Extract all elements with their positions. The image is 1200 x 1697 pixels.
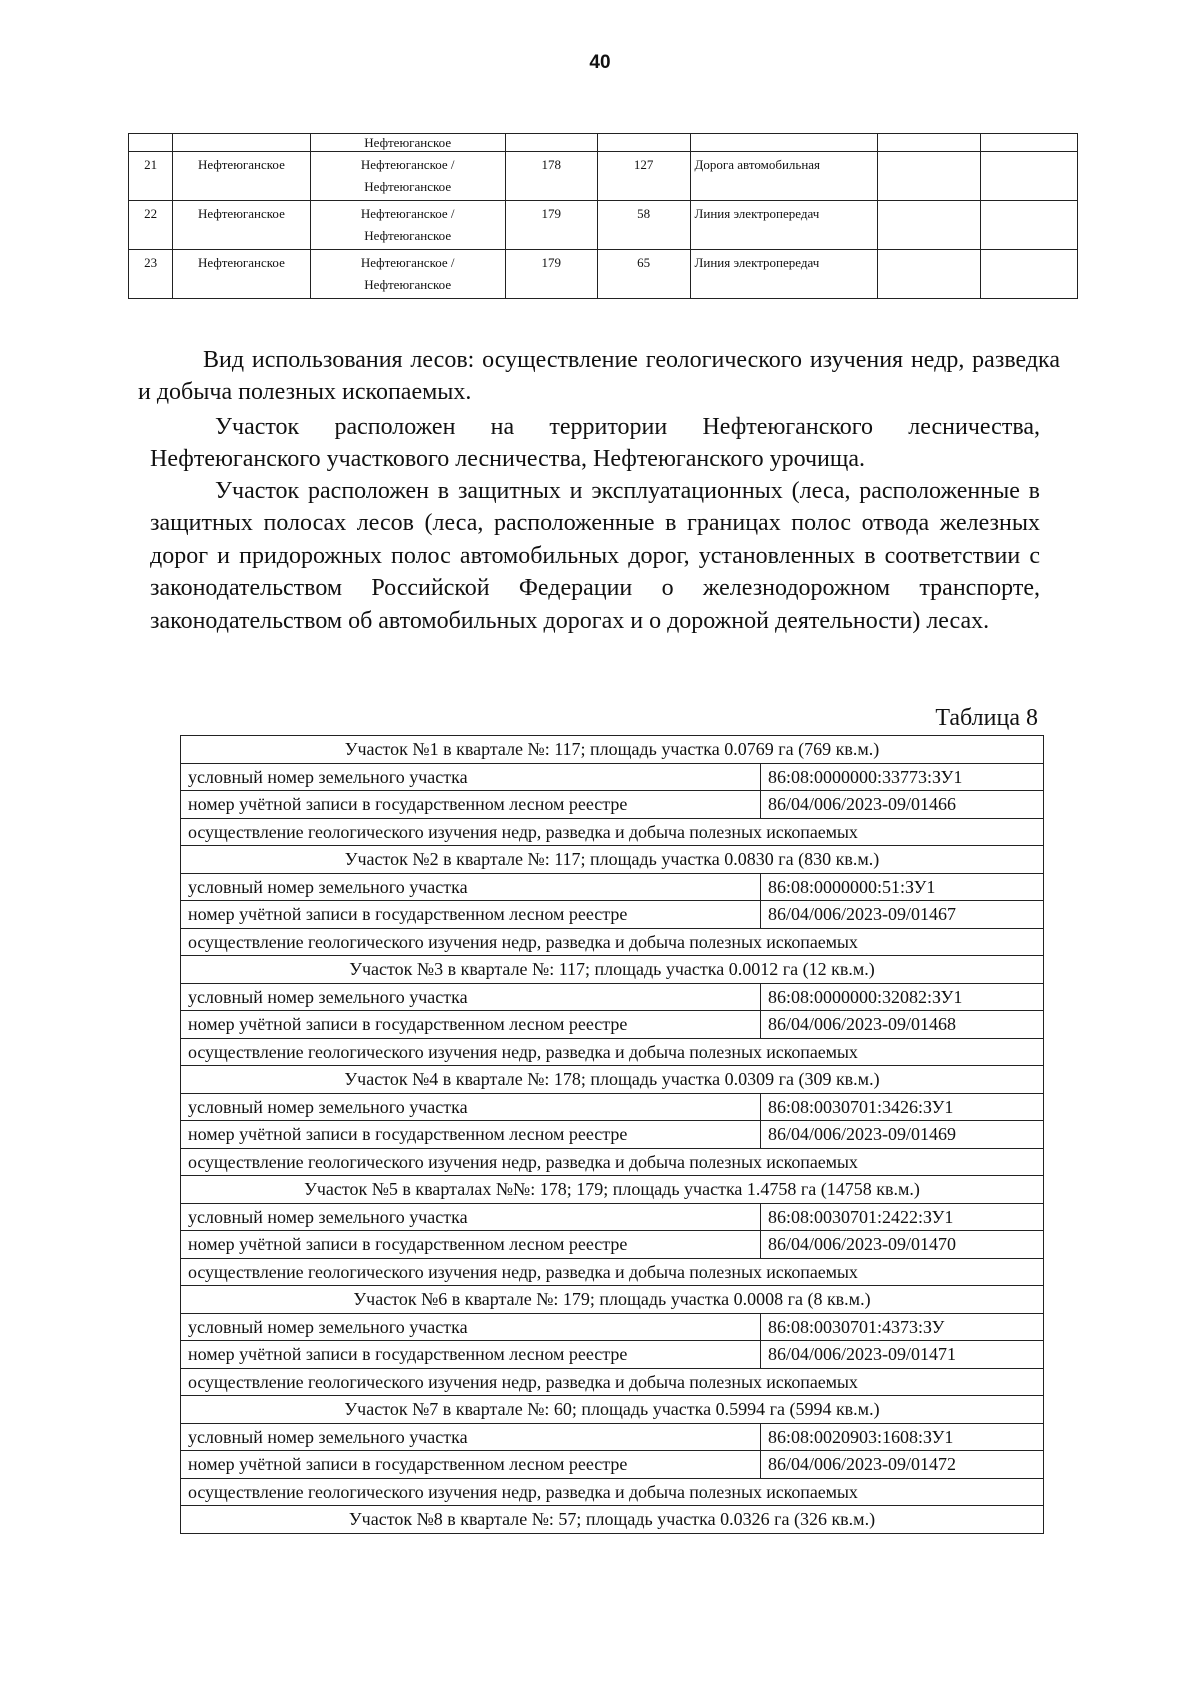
plot-header-row (181, 1066, 1044, 1094)
cadastral-value: 86:08:0030701:3426:ЗУ1 (761, 1093, 1044, 1121)
registry-value: 86/04/006/2023-09/01469 (761, 1121, 1044, 1149)
cadastral-value: 86:08:0030701:4373:ЗУ (761, 1313, 1044, 1341)
table-row (181, 791, 1044, 819)
table-row (181, 1313, 1044, 1341)
table-row (181, 1451, 1044, 1479)
cadastral-label: условный номер земельного участка (181, 1313, 761, 1341)
registry-value: 86/04/006/2023-09/01470 (761, 1231, 1044, 1259)
district-cell: Нефтеюганское / Нефтеюганское (310, 250, 505, 299)
table-row (181, 983, 1044, 1011)
table-row (181, 1148, 1044, 1176)
usage-value: осуществление геологического изучения недр, разведка и добыча полезных ископаемых (181, 1368, 1044, 1396)
forestry-cell: Нефтеюганское (173, 201, 310, 250)
quarter-cell: 179 (505, 201, 597, 250)
table-row (181, 1423, 1044, 1451)
usage-value: осуществление геологического изучения недр, разведка и добыча полезных ископаемых (181, 818, 1044, 846)
plot-cell: 58 (597, 201, 690, 250)
plot-header-row (181, 1286, 1044, 1314)
table-row (181, 1038, 1044, 1066)
plot-header-row (181, 956, 1044, 984)
table-row (181, 1011, 1044, 1039)
plot-header: Участок №3 в квартале №: 117; площадь участка 0.0012 га (12 кв.м.) (181, 956, 1044, 984)
object-cell: Линия электропередач (690, 201, 878, 250)
registry-value: 86/04/006/2023-09/01467 (761, 901, 1044, 929)
plot-header-row (181, 846, 1044, 874)
cadastral-label: условный номер земельного участка (181, 1203, 761, 1231)
table-row (181, 901, 1044, 929)
usage-value: осуществление геологического изучения недр, разведка и добыча полезных ископаемых (181, 928, 1044, 956)
plot-cell: 127 (597, 152, 690, 201)
paragraph-location: Участок расположен на территории Нефтеюганского лесничества, Нефтеюганского участкового лесничества, Нефтеюганского урочища. (150, 414, 1040, 473)
plot-header: Участок №2 в квартале №: 117; площадь участка 0.0830 га (830 кв.м.) (181, 846, 1044, 874)
registry-label: номер учётной записи в государственном лесном реестре (181, 901, 761, 929)
usage-value: осуществление геологического изучения недр, разведка и добыча полезных ископаемых (181, 1038, 1044, 1066)
registry-value: 86/04/006/2023-09/01466 (761, 791, 1044, 819)
table-row (181, 763, 1044, 791)
registry-label: номер учётной записи в государственном лесном реестре (181, 1341, 761, 1369)
table-row (181, 1121, 1044, 1149)
table-row (181, 1341, 1044, 1369)
row-number: 21 (129, 152, 173, 201)
registry-label: номер учётной записи в государственном лесном реестре (181, 1231, 761, 1259)
plot-header: Участок №6 в квартале №: 179; площадь участка 0.0008 га (8 кв.м.) (181, 1286, 1044, 1314)
table-row (181, 1368, 1044, 1396)
plots-table (180, 735, 1044, 1534)
forestry-cell: Нефтеюганское (173, 152, 310, 201)
cadastral-label: условный номер земельного участка (181, 763, 761, 791)
paragraph-usage: Вид использования лесов: осуществление геологического изучения недр, разведка и добыча полезных ископаемых. (138, 347, 1060, 406)
table-row (181, 1203, 1044, 1231)
plot-header: Участок №7 в квартале №: 60; площадь участка 0.5994 га (5994 кв.м.) (181, 1396, 1044, 1424)
forest-plots-table (128, 133, 1078, 299)
registry-value: 86/04/006/2023-09/01468 (761, 1011, 1044, 1039)
cadastral-label: условный номер земельного участка (181, 873, 761, 901)
table-row (181, 818, 1044, 846)
row-number: 22 (129, 201, 173, 250)
object-cell: Дорога автомобильная (690, 152, 878, 201)
plot-header: Участок №4 в квартале №: 178; площадь участка 0.0309 га (309 кв.м.) (181, 1066, 1044, 1094)
table-row (181, 928, 1044, 956)
plot-header: Участок №1 в квартале №: 117; площадь участка 0.0769 га (769 кв.м.) (181, 736, 1044, 764)
cadastral-value: 86:08:0030701:2422:ЗУ1 (761, 1203, 1044, 1231)
registry-label: номер учётной записи в государственном лесном реестре (181, 791, 761, 819)
cadastral-value: 86:08:0000000:32082:ЗУ1 (761, 983, 1044, 1011)
usage-value: осуществление геологического изучения недр, разведка и добыча полезных ископаемых (181, 1478, 1044, 1506)
registry-label: номер учётной записи в государственном лесном реестре (181, 1451, 761, 1479)
registry-value: 86/04/006/2023-09/01471 (761, 1341, 1044, 1369)
usage-value: осуществление геологического изучения недр, разведка и добыча полезных ископаемых (181, 1148, 1044, 1176)
table-row (129, 201, 1078, 250)
table-row (129, 152, 1078, 201)
cadastral-value: 86:08:0000000:33773:ЗУ1 (761, 763, 1044, 791)
paragraph-forest-category: Участок расположен в защитных и эксплуатационных (леса, расположенные в защитных полосах лесов (леса, расположенные в границах полос отвода железных дорог и придорожных полос автомобильных дорог, установленных в соответствии с законодательством Российской Федерации о железнодорожном транспорте, законодательством об автомобильных дорогах и о дорожной деятельности) лесах. (150, 478, 1040, 634)
quarter-cell: 178 (505, 152, 597, 201)
cadastral-label: условный номер земельного участка (181, 1093, 761, 1121)
object-cell: Линия электропередач (690, 250, 878, 299)
table-row (181, 1093, 1044, 1121)
page-number: 40 (589, 52, 611, 73)
table-row (129, 250, 1078, 299)
plot-header-row (181, 1176, 1044, 1204)
cadastral-label: условный номер земельного участка (181, 983, 761, 1011)
registry-value: 86/04/006/2023-09/01472 (761, 1451, 1044, 1479)
plot-header: Участок №8 в квартале №: 57; площадь участка 0.0326 га (326 кв.м.) (181, 1506, 1044, 1534)
district-cell: Нефтеюганское (310, 134, 505, 152)
district-cell: Нефтеюганское / Нефтеюганское (310, 152, 505, 201)
table-row (181, 1258, 1044, 1286)
forestry-cell: Нефтеюганское (173, 250, 310, 299)
registry-label: номер учётной записи в государственном лесном реестре (181, 1121, 761, 1149)
row-number: 23 (129, 250, 173, 299)
cadastral-value: 86:08:0000000:51:ЗУ1 (761, 873, 1044, 901)
plot-header-row (181, 1396, 1044, 1424)
plot-header-row (181, 736, 1044, 764)
usage-value: осуществление геологического изучения недр, разведка и добыча полезных ископаемых (181, 1258, 1044, 1286)
plot-header-row (181, 1506, 1044, 1534)
plot-cell: 65 (597, 250, 690, 299)
registry-label: номер учётной записи в государственном лесном реестре (181, 1011, 761, 1039)
plot-header: Участок №5 в кварталах №№: 178; 179; площадь участка 1.4758 га (14758 кв.м.) (181, 1176, 1044, 1204)
table-caption: Таблица 8 (935, 705, 1038, 731)
table-row (181, 873, 1044, 901)
cadastral-value: 86:08:0020903:1608:ЗУ1 (761, 1423, 1044, 1451)
quarter-cell: 179 (505, 250, 597, 299)
district-cell: Нефтеюганское / Нефтеюганское (310, 201, 505, 250)
cadastral-label: условный номер земельного участка (181, 1423, 761, 1451)
table-row (181, 1478, 1044, 1506)
table-row (181, 1231, 1044, 1259)
table-row (129, 134, 1078, 152)
